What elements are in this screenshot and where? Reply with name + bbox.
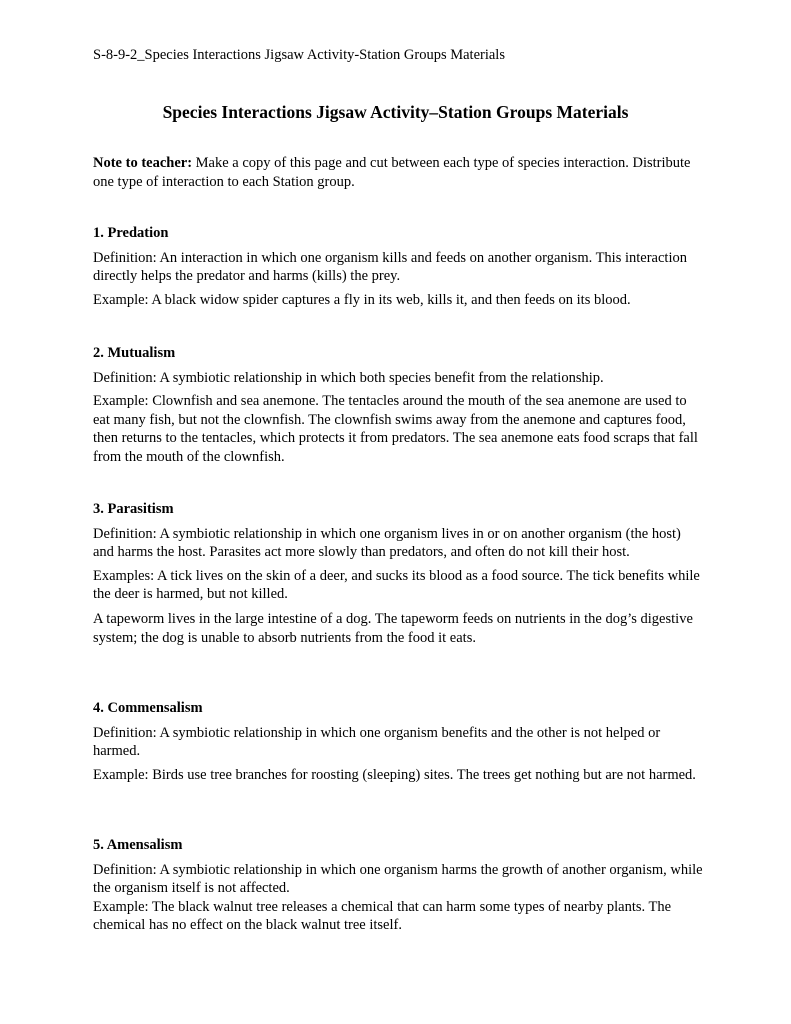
section-mutualism — [93, 344, 703, 467]
section-example: Example: The black walnut tree releases a chemical that can harm some types of nearby plants. The chemical has no effect on the black walnut tree itself. — [93, 898, 672, 934]
section-heading: 3. Parasitism — [93, 501, 174, 517]
section-definition: Definition: An interaction in which one organism kills and feeds on another organism. This interaction directly helps the predator and harms (kills) the prey. — [93, 249, 687, 285]
note-text: Make a copy of this page and cut between each type of species interaction. Distribute one type of interaction to each Station group. — [93, 155, 691, 190]
section-commensalism — [93, 699, 703, 784]
note-label: Note to teacher: — [93, 155, 193, 171]
section-example: Example: Clownfish and sea anemone. The tentacles around the mouth of the sea anemone are used to eat many fish, but not the clownfish. The clownfish swims away from the anemone and captures food, then returns to the tentacles, which protects it from predators. The sea anemone eats food scraps that fall from the mouth of the clownfish. — [93, 393, 698, 465]
section-heading: 2. Mutualism — [93, 345, 176, 361]
section-example: Example: Birds use tree branches for roosting (sleeping) sites. The trees get nothing but are not harmed. — [93, 766, 696, 783]
section-definition: Definition: A symbiotic relationship in which both species benefit from the relationship. — [93, 369, 604, 386]
section-definition: Definition: A symbiotic relationship in which one organism lives in or on another organism (the host) and harms the host. Parasites act more slowly than predators, and often do not kill their host. — [93, 525, 681, 561]
section-parasitism — [93, 500, 703, 647]
section-heading: 1. Predation — [93, 225, 169, 241]
section-example: Examples: A tick lives on the skin of a deer, and sucks its blood as a food source. The tick benefits while the deer is harmed, but not killed. — [93, 567, 700, 603]
page-title: Species Interactions Jigsaw Activity–Station Groups Materials — [162, 102, 629, 122]
section-heading: 4. Commensalism — [93, 700, 203, 716]
section-definition: Definition: A symbiotic relationship in which one organism harms the growth of another organism, while the organism itself is not affected. — [93, 861, 703, 897]
section-example-2: A tapeworm lives in the large intestine of a dog. The tapeworm feeds on nutrients in the dog’s digestive system; the dog is unable to absorb nutrients from the food it eats. — [93, 610, 693, 646]
teacher-note — [93, 154, 703, 191]
section-heading: 5. Amensalism — [93, 837, 183, 853]
document-header: S-8-9-2_Species Interactions Jigsaw Activity-Station Groups Materials — [93, 47, 505, 63]
section-amensalism — [93, 836, 703, 935]
section-predation — [93, 224, 703, 309]
section-definition: Definition: A symbiotic relationship in which one organism benefits and the other is not helped or harmed. — [93, 724, 661, 760]
section-example: Example: A black widow spider captures a fly in its web, kills it, and then feeds on its blood. — [93, 291, 631, 308]
